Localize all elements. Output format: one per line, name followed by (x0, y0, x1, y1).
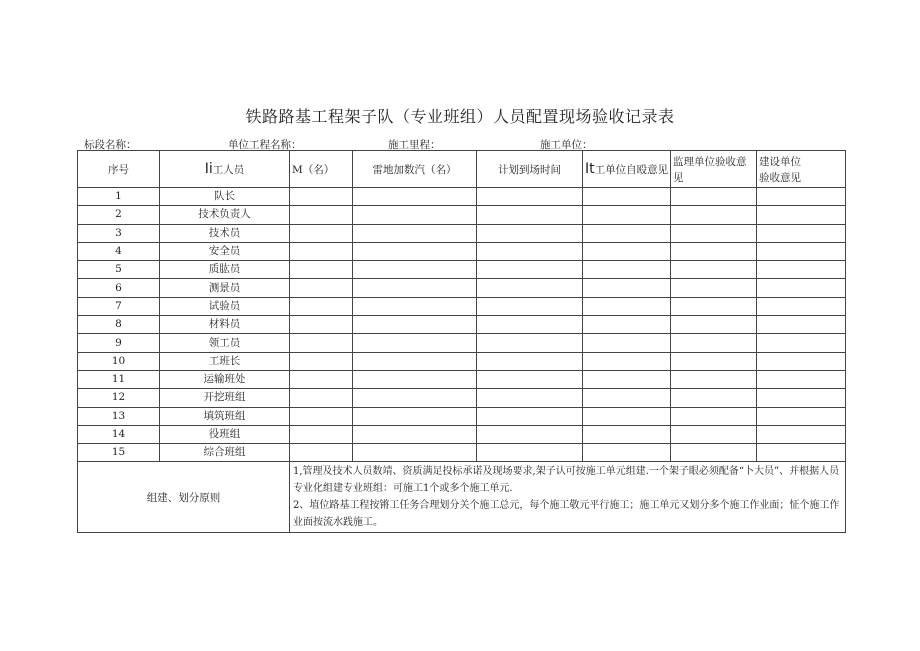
empty-cell (353, 261, 477, 279)
table-row (78, 297, 846, 315)
row-seq: 15 (78, 444, 160, 462)
empty-cell (353, 389, 477, 407)
row-seq: 8 (78, 316, 160, 334)
header-construction-opinion (583, 151, 671, 188)
empty-cell (353, 297, 477, 315)
empty-cell (290, 334, 353, 352)
row-personnel: 测景员 (160, 279, 290, 297)
header-count: M（名） (290, 151, 353, 188)
header-personnel-prefix: Ii (204, 161, 213, 177)
table-row (78, 444, 846, 462)
empty-cell (757, 316, 846, 334)
empty-cell (583, 188, 671, 206)
empty-cell (353, 425, 477, 443)
empty-cell (583, 407, 671, 425)
empty-cell (353, 352, 477, 370)
empty-cell (583, 297, 671, 315)
table-row (78, 352, 846, 370)
row-seq: 4 (78, 242, 160, 260)
table-row (78, 425, 846, 443)
row-seq: 11 (78, 370, 160, 388)
acceptance-table (77, 150, 846, 533)
empty-cell (757, 279, 846, 297)
empty-cell (671, 444, 757, 462)
empty-cell (290, 297, 353, 315)
header-construction-prefix: It (585, 161, 595, 177)
row-seq: 14 (78, 425, 160, 443)
header-owner-line1: 建设单位 (759, 156, 801, 168)
row-seq: 7 (78, 297, 160, 315)
row-personnel: 综合班组 (160, 444, 290, 462)
row-seq: 5 (78, 261, 160, 279)
empty-cell (477, 334, 583, 352)
empty-cell (477, 370, 583, 388)
empty-cell (671, 370, 757, 388)
empty-cell (757, 389, 846, 407)
empty-cell (757, 407, 846, 425)
row-seq: 10 (78, 352, 160, 370)
empty-cell (583, 206, 671, 224)
principle-1: 1,管理及技术人员数靖、资质满足投标承诺及现场要求,架子认可按施工单元组建.一个架子眼必须配备“卜大员”、并根据人员专业化组建专业班组：可施工1个或多个施工单元. (293, 466, 840, 495)
empty-cell (757, 370, 846, 388)
empty-cell (353, 279, 477, 297)
empty-cell (290, 352, 353, 370)
header-supervision-opinion: 监理单位验收意见 (671, 151, 757, 188)
table-row (78, 206, 846, 224)
empty-cell (477, 224, 583, 242)
empty-cell (757, 425, 846, 443)
table-row (78, 188, 846, 206)
empty-cell (290, 188, 353, 206)
empty-cell (290, 370, 353, 388)
header-owner-opinion (757, 151, 846, 188)
empty-cell (290, 224, 353, 242)
empty-cell (353, 224, 477, 242)
empty-cell (757, 444, 846, 462)
table-row (78, 316, 846, 334)
empty-cell (757, 242, 846, 260)
header-row (78, 151, 846, 188)
empty-cell (290, 242, 353, 260)
empty-cell (671, 316, 757, 334)
empty-cell (477, 261, 583, 279)
empty-cell (477, 407, 583, 425)
construction-unit-label: 施工单位： (540, 139, 593, 151)
empty-cell (671, 242, 757, 260)
header-seq: 序号 (78, 151, 160, 188)
row-personnel: 材料员 (160, 316, 290, 334)
principle-2: 2、埴位路基工程按锵工任务合理划分关个施工总元，每个施工敬元平行施工；施工单元又划分多个施工作业面；怔个施工作业面按流水践施工。 (293, 500, 840, 529)
empty-cell (671, 224, 757, 242)
row-personnel: 质肱员 (160, 261, 290, 279)
empty-cell (583, 242, 671, 260)
empty-cell (290, 444, 353, 462)
table-row (78, 279, 846, 297)
empty-cell (290, 407, 353, 425)
section-name-label: 标段名称： (84, 139, 137, 151)
empty-cell (353, 370, 477, 388)
header-owner-line2: 验收意见 (759, 172, 801, 184)
page-title: 铁路路基工程架子队（专业班组）人员配置现场验收记录表 (245, 107, 675, 126)
empty-cell (290, 279, 353, 297)
empty-cell (290, 389, 353, 407)
empty-cell (583, 279, 671, 297)
table-row (78, 242, 846, 260)
empty-cell (477, 316, 583, 334)
row-seq: 9 (78, 334, 160, 352)
empty-cell (583, 389, 671, 407)
row-seq: 12 (78, 389, 160, 407)
empty-cell (583, 334, 671, 352)
row-personnel: 工班长 (160, 352, 290, 370)
row-personnel: 填筑班组 (160, 407, 290, 425)
empty-cell (353, 242, 477, 260)
row-personnel: 役班组 (160, 425, 290, 443)
empty-cell (671, 425, 757, 443)
unit-project-label: 单位工程名称： (228, 139, 302, 151)
empty-cell (477, 352, 583, 370)
principles-label: 组建、划分原则 (78, 462, 290, 533)
empty-cell (671, 261, 757, 279)
empty-cell (757, 188, 846, 206)
empty-cell (290, 425, 353, 443)
empty-cell (757, 206, 846, 224)
header-arrived: 雷地加数汽（名） (353, 151, 477, 188)
empty-cell (477, 297, 583, 315)
empty-cell (757, 334, 846, 352)
empty-cell (757, 352, 846, 370)
empty-cell (671, 188, 757, 206)
principles-text (290, 462, 846, 533)
empty-cell (353, 206, 477, 224)
empty-cell (583, 316, 671, 334)
mileage-label: 施工里程： (388, 139, 441, 151)
empty-cell (671, 407, 757, 425)
table-row (78, 261, 846, 279)
empty-cell (477, 242, 583, 260)
row-personnel: 安全员 (160, 242, 290, 260)
table-row (78, 370, 846, 388)
row-personnel: 试验员 (160, 297, 290, 315)
empty-cell (583, 370, 671, 388)
empty-cell (757, 297, 846, 315)
row-personnel: 队长 (160, 188, 290, 206)
empty-cell (671, 334, 757, 352)
table-row (78, 389, 846, 407)
empty-cell (671, 352, 757, 370)
empty-cell (477, 206, 583, 224)
row-personnel: 技术负责人 (160, 206, 290, 224)
empty-cell (671, 389, 757, 407)
empty-cell (477, 425, 583, 443)
row-personnel: 技术员 (160, 224, 290, 242)
header-construction-label: 工单位自殴意见 (594, 164, 669, 176)
row-personnel: 领工员 (160, 334, 290, 352)
row-seq: 2 (78, 206, 160, 224)
principles-row (78, 462, 846, 533)
empty-cell (477, 389, 583, 407)
empty-cell (353, 407, 477, 425)
empty-cell (290, 206, 353, 224)
row-personnel: 开挖班组 (160, 389, 290, 407)
empty-cell (477, 188, 583, 206)
header-personnel-label: 工人员 (212, 164, 245, 176)
row-seq: 6 (78, 279, 160, 297)
table-row (78, 334, 846, 352)
table-row (78, 224, 846, 242)
header-personnel (160, 151, 290, 188)
empty-cell (290, 316, 353, 334)
empty-cell (583, 444, 671, 462)
header-plan-time: 计划到场时间 (477, 151, 583, 188)
row-seq: 13 (78, 407, 160, 425)
empty-cell (477, 444, 583, 462)
row-seq: 1 (78, 188, 160, 206)
empty-cell (583, 261, 671, 279)
row-personnel: 运输班处 (160, 370, 290, 388)
empty-cell (671, 279, 757, 297)
empty-cell (757, 224, 846, 242)
row-seq: 3 (78, 224, 160, 242)
empty-cell (353, 316, 477, 334)
empty-cell (353, 444, 477, 462)
empty-cell (583, 352, 671, 370)
table-row (78, 407, 846, 425)
empty-cell (757, 261, 846, 279)
empty-cell (583, 224, 671, 242)
empty-cell (353, 188, 477, 206)
empty-cell (477, 279, 583, 297)
empty-cell (671, 206, 757, 224)
empty-cell (290, 261, 353, 279)
empty-cell (583, 425, 671, 443)
empty-cell (353, 334, 477, 352)
empty-cell (671, 297, 757, 315)
